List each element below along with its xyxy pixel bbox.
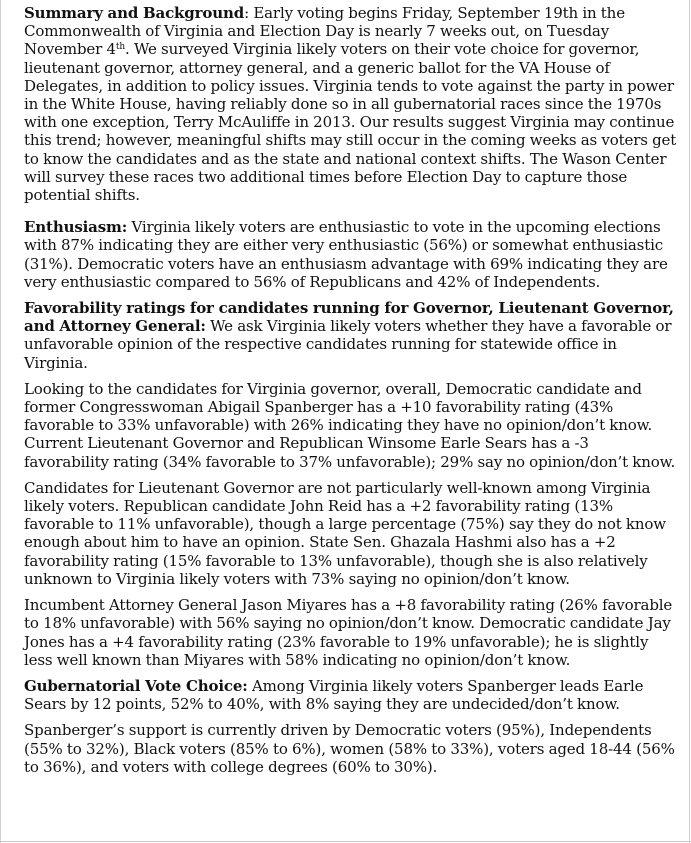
summary-text-a: : Early voting begins Friday, September 19th in the Commonwealth of Virginia and Election Day is nearly 7 weeks out, on Tuesday November 4 [24, 4, 625, 59]
summary-text-b: . We surveyed Virginia likely voters on their vote choice for governor, lieutenant governor, attorney general, and a generic ballot for the VA House of Delegates, in addition to policy issues. Virginia tends to vote against the party in power in the White House, having reliably done so in all gubernatorial races since the 1970s with one exception, Terry McAuliffe in 2013. Our results suggest Virginia may continue this trend; however, meaningful shifts may still occur in the coming weeks as voters get to know the candidates and as the state and national context shifts. The Wason Center will survey these races two additional times before Election Day to capture those potential shifts. [24, 40, 677, 205]
support-paragraph: Spanberger’s support is currently driven by Democratic voters (95%), Independents (55% to 32%), Black voters (85% to 6%), women (58% to 33%), voters aged 18-44 (56% to 36%), and voters with college degrees (60% to 30%). [24, 721, 675, 776]
spacer [24, 372, 677, 380]
summary-paragraph [24, 4, 677, 204]
spacer [24, 669, 677, 677]
favorability-paragraph [24, 299, 677, 372]
enthusiasm-text: Virginia likely voters are enthusiastic to vote in the upcoming elections with 87% indicating they are either very enthusiastic (56%) or somewhat enthusiastic (31%). Democratic voters have an enthusiasm advantage with 69% indicating they are very enthusiastic compared to 56% of Republicans and 42% of Independents. [24, 218, 668, 291]
summary-superscript: th [115, 42, 126, 53]
page-border-right [689, 0, 690, 843]
page-border-bottom [0, 841, 691, 842]
spacer [24, 713, 677, 721]
governor-paragraph: Looking to the candidates for Virginia governor, overall, Democratic candidate and former Congresswoman Abigail Spanberger has a +10 favorability rating (43% favorable to 33% unfavorable) with 26% indicating they have no opinion/don’t know. Current Lieutenant Governor and Republican Winsome Earle Sears has a -3 favorability rating (34% favorable to 37% unfavorable); 29% say no opinion/don’t know. [24, 379, 676, 471]
spacer [24, 588, 677, 596]
attorney-general-paragraph: Incumbent Attorney General Jason Miyares has a +8 favorability rating (26% favorable to 18% unfavorable) with 56% saying no opinion/don’t know. Democratic candidate Jay Jones has a +4 favorability rating (23% favorable to 19% unfavorable); he is slightly less well known than Miyares with 58% indicating no opinion/don’t know. [24, 596, 673, 669]
spacer [24, 291, 677, 299]
spacer [24, 204, 677, 218]
enthusiasm-heading: Enthusiasm: [24, 218, 128, 237]
vote-choice-heading: Gubernatorial Vote Choice: [24, 676, 248, 695]
spacer [24, 471, 677, 479]
summary-heading: Summary and Background [24, 4, 245, 22]
vote-choice-paragraph [24, 677, 677, 713]
vote-choice-text: Among Virginia likely voters Spanberger leads Earle Sears by 12 points, 52% to 40%, with 8% saying they are undecided/don’t know. [24, 676, 644, 714]
favorability-text: We ask Virginia likely voters whether they have a favorable or unfavorable opinion of the respective candidates running for statewide office in Virginia. [24, 317, 672, 372]
lt-governor-paragraph: Candidates for Lieutenant Governor are not particularly well-known among Virginia likely voters. Republican candidate John Reid has a +2 favorability rating (13% favorable to 11% unfavorable), though a large percentage (75%) say they do not know enough about him to have an opinion. State Sen. Ghazala Hashmi also has a +2 favorability rating (15% favorable to 13% unfavorable), though she is also relatively unknown to Virginia likely voters with 73% saying no opinion/don’t know. [24, 478, 666, 588]
page-border-left [0, 0, 1, 843]
favorability-heading: Favorability ratings for candidates running for Governor, Lieutenant Governor, and Attorney General: [24, 299, 674, 336]
enthusiasm-paragraph [24, 218, 677, 291]
